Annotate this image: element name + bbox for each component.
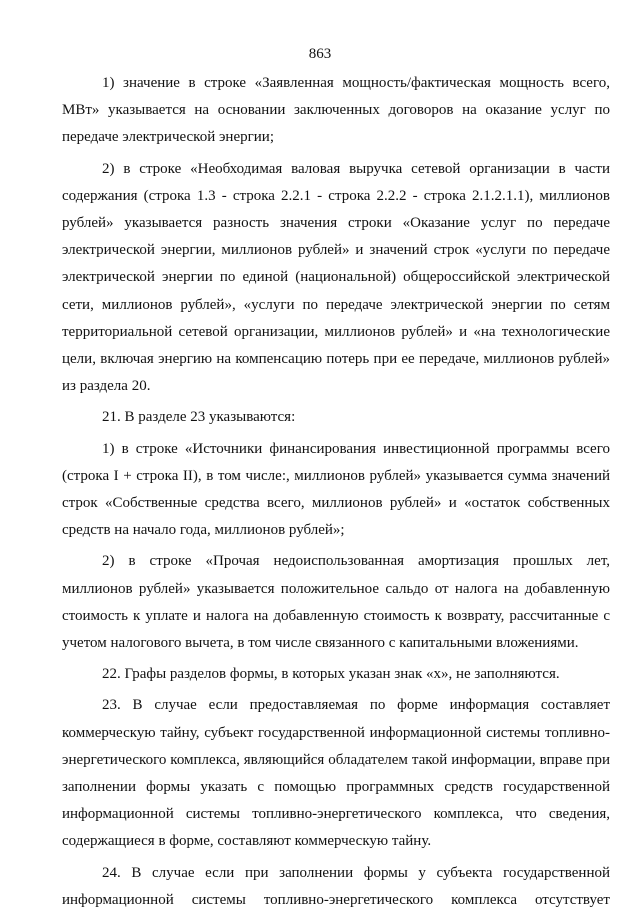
- paragraph-7: 23. В случае если предоставляемая по форме информация составляет коммерческую тайну, субъект государственной информационной системы топливно-энергетического комплекса, являющийся обладателем такой информации, вправе при заполнении формы указать с помощью программных средств государственной информационной системы топливно-энергетического комплекса, что сведения, содержащиеся в форме, составляют коммерческую тайну.: [62, 697, 610, 850]
- paragraph-8: 24. В случае если при заполнении формы у субъекта государственной информационной системы топливно-энергетического комплекса отсутствует: [62, 864, 610, 908]
- paragraph-2: 2) в строке «Необходимая валовая выручка сетевой организации в части содержания (строка 1.3 - строка 2.2.1 - строка 2.2.2 - строка 2.1.2.1.1), миллионов рублей» указывается разность значения строки «Оказание услуг по передаче электрической энергии, миллионов рублей» и значений строк «услуги по передаче электрической энергии по единой (национальной) общероссийской электрической сети, миллионов рублей», «услуги по передаче электрической энергии по сетям территориальной сетевой организации, миллионов рублей» и «на технологические цели, включая энергию на компенсацию потерь при ее передаче, миллионов рублей» из раздела 20.: [62, 160, 610, 395]
- paragraph-3: 21. В разделе 23 указываются:: [102, 409, 296, 426]
- document-body: [62, 70, 610, 914]
- paragraph-4: 1) в строке «Источники финансирования инвестиционной программы всего (строка I + строка II), в том числе:, миллионов рублей» указывается сумма значений строк «Собственные средства всего, миллионов рублей» и «остаток собственных средств на начало года, миллионов рублей»;: [62, 440, 610, 539]
- paragraph-1: 1) значение в строке «Заявленная мощность/фактическая мощность всего, МВт» указывается на основании заключенных договоров на оказание услуг по передаче электрической энергии;: [62, 75, 610, 146]
- paragraph-5: 2) в строке «Прочая недоиспользованная амортизация прошлых лет, миллионов рублей» указывается положительное сальдо от налога на добавленную стоимость к уплате и налога на добавленную стоимость к возврату, рассчитанные с учетом налогового вычета, в том числе связанного с капитальными вложениями.: [62, 553, 610, 652]
- paragraph-6: 22. Графы разделов формы, в которых указан знак «х», не заполняются.: [102, 666, 560, 683]
- page-number: 863: [308, 46, 332, 62]
